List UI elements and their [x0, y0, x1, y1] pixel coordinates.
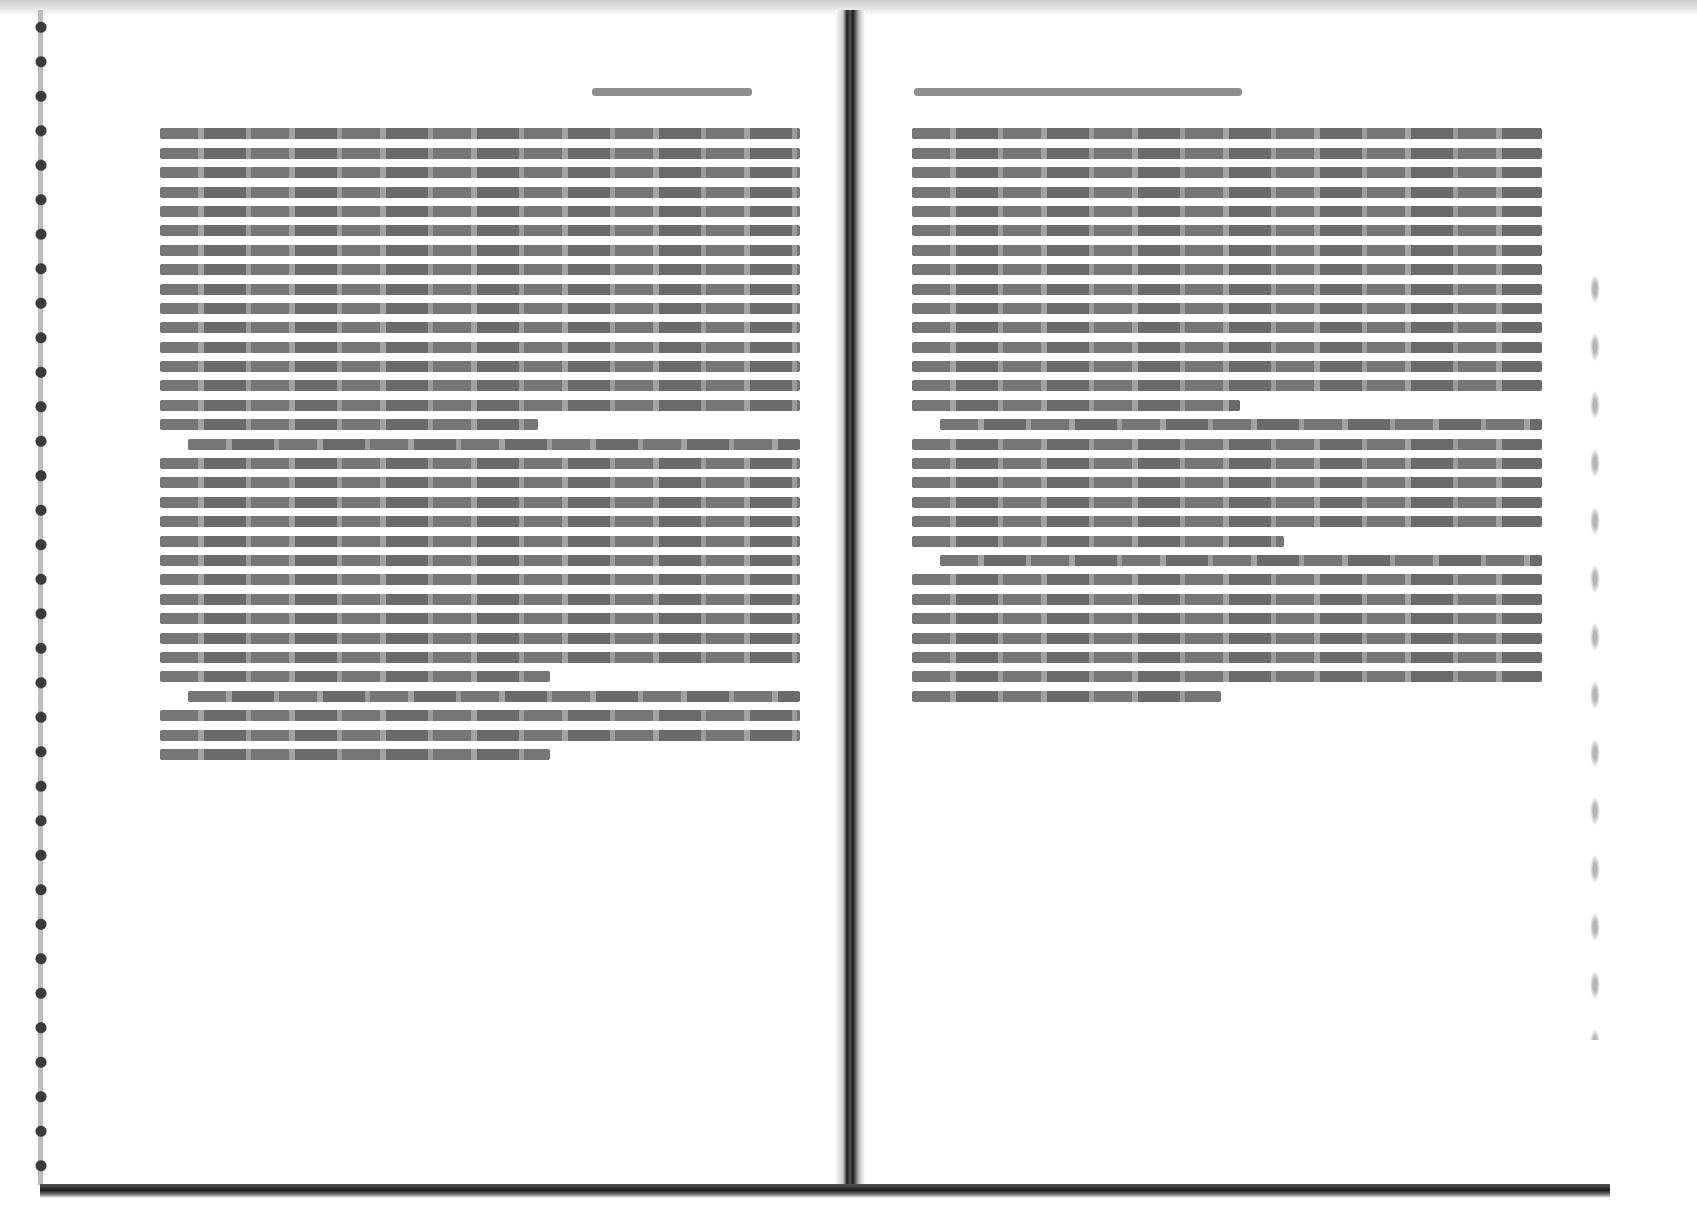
text-line [160, 284, 800, 295]
text-line [912, 477, 1542, 488]
text-line [912, 284, 1542, 295]
left-page-body [160, 120, 800, 768]
text-line [160, 536, 800, 547]
text-line [912, 322, 1542, 333]
text-line [160, 633, 800, 644]
text-line [912, 671, 1542, 682]
text-line [160, 245, 800, 256]
text-line [160, 477, 800, 488]
text-line [912, 167, 1542, 178]
text-line [912, 536, 1284, 547]
text-line [160, 206, 800, 217]
text-line [160, 419, 538, 430]
spiral-binding-holes [28, 10, 54, 1185]
text-line [940, 555, 1542, 566]
text-line [912, 497, 1542, 508]
text-line [940, 419, 1542, 430]
text-line [912, 439, 1542, 450]
text-line [160, 128, 800, 139]
right-page [912, 0, 1542, 1180]
text-line [160, 730, 800, 741]
text-line [160, 303, 800, 314]
text-line [912, 303, 1542, 314]
text-line [160, 749, 550, 760]
text-line [912, 633, 1542, 644]
text-line [160, 400, 800, 411]
text-line [160, 574, 800, 585]
text-line [160, 613, 800, 624]
text-line [912, 574, 1542, 585]
paragraph [160, 128, 800, 430]
text-line [160, 361, 800, 372]
scan-margin-marks [1585, 260, 1605, 1040]
text-line [160, 710, 800, 721]
text-line [160, 187, 800, 198]
text-line [160, 264, 800, 275]
text-line [160, 555, 800, 566]
text-line [912, 516, 1542, 527]
right-running-head [912, 80, 1542, 102]
paragraph [160, 691, 800, 760]
text-line [912, 613, 1542, 624]
running-head-mark [914, 88, 1242, 96]
text-line [912, 458, 1542, 469]
text-line [912, 361, 1542, 372]
text-line [912, 594, 1542, 605]
text-line [188, 439, 800, 450]
paragraph [912, 128, 1542, 410]
text-line [912, 400, 1240, 411]
text-line [160, 594, 800, 605]
text-line [912, 264, 1542, 275]
text-line [160, 380, 800, 391]
text-line [912, 342, 1542, 353]
text-line [160, 516, 800, 527]
text-line [188, 691, 800, 702]
text-line [160, 167, 800, 178]
left-page [160, 0, 800, 1180]
text-line [160, 322, 800, 333]
text-line [912, 148, 1542, 159]
paragraph [912, 419, 1542, 546]
running-head-mark [592, 88, 752, 96]
book-gutter [835, 10, 865, 1192]
text-line [912, 652, 1542, 663]
text-line [160, 652, 800, 663]
text-line [912, 128, 1542, 139]
text-line [160, 458, 800, 469]
text-line [912, 225, 1542, 236]
text-line [912, 206, 1542, 217]
left-running-head [160, 80, 800, 102]
paragraph [160, 439, 800, 683]
text-line [160, 671, 550, 682]
text-line [912, 245, 1542, 256]
text-line [160, 497, 800, 508]
text-line [160, 148, 800, 159]
right-page-body [912, 120, 1542, 710]
text-line [912, 691, 1221, 702]
scan-bottom-edge [40, 1184, 1610, 1198]
text-line [912, 380, 1542, 391]
text-line [160, 225, 800, 236]
text-line [160, 342, 800, 353]
paragraph [912, 555, 1542, 702]
text-line [912, 187, 1542, 198]
